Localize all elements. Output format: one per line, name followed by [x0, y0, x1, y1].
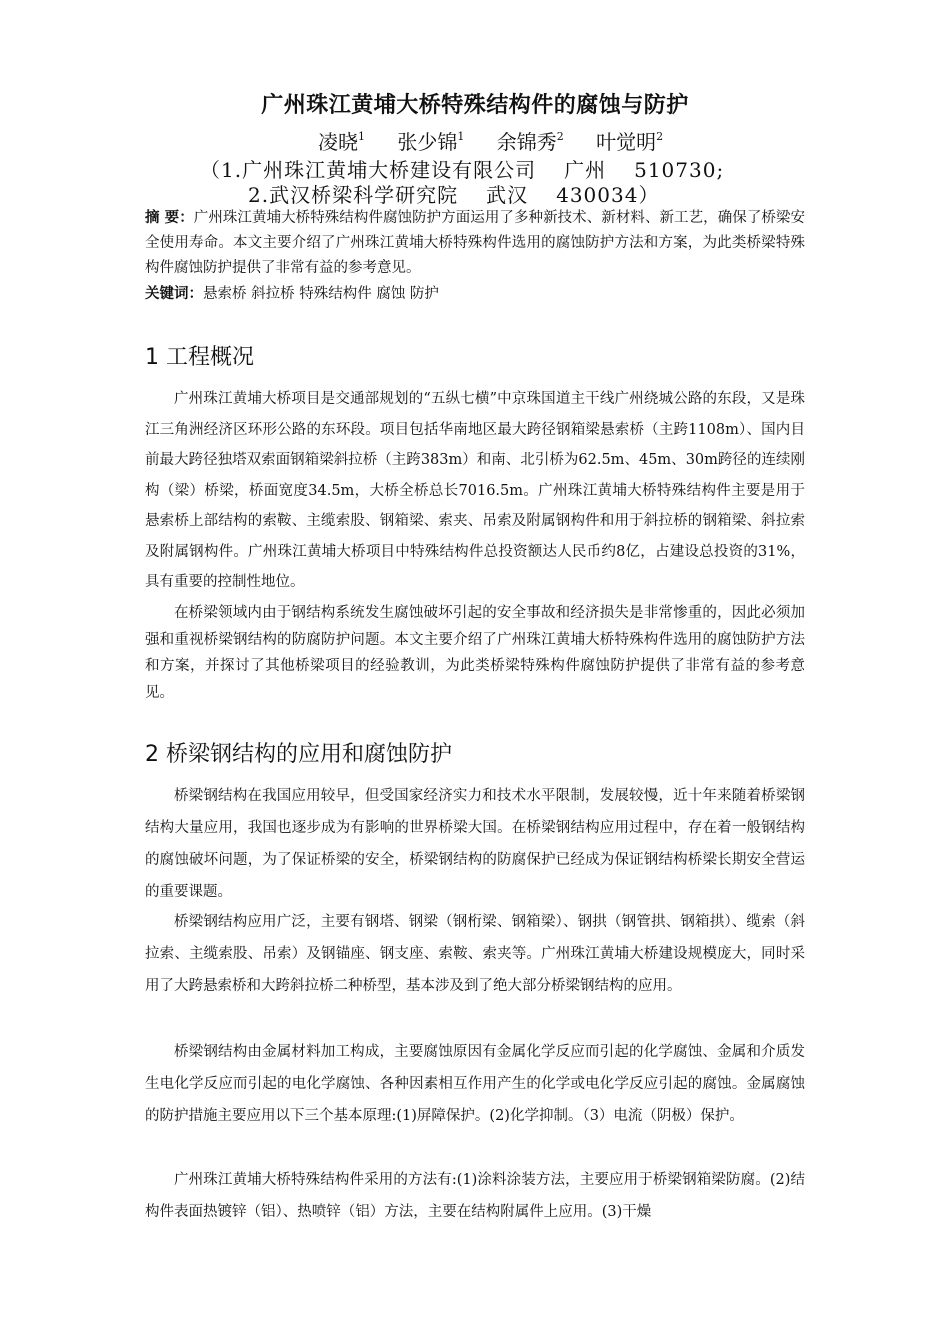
affiliation-line-1: （1.广州珠江黄埔大桥建设有限公司 广州 510730;: [200, 158, 725, 182]
affiliation-line-2: 2.武汉桥梁科学研究院 武汉 430034）: [248, 183, 660, 207]
section-heading-2: 2 桥梁钢结构的应用和腐蚀防护: [145, 742, 452, 767]
section2-paragraph-2: 桥梁钢结构应用广泛，主要有钢塔、钢梁（钢桁梁、钢箱梁）、钢拱（钢管拱、钢箱拱）、缆索（斜拉索、主缆索股、吊索）及钢锚座、钢支座、索鞍、索夹等。广州珠江黄埔大桥建设规模庞大，同时采用了大跨悬索桥和大跨斜拉桥二种桥型，基本涉及到了绝大部分桥梁钢结构的应用。: [145, 914, 805, 994]
keywords-text: 悬索桥 斜拉桥 特殊结构件 腐蚀 防护: [203, 286, 439, 302]
section-heading-1: 1 工程概况: [145, 345, 254, 370]
section2-paragraph-3: 桥梁钢结构由金属材料加工构成，主要腐蚀原因有金属化学反应而引起的化学腐蚀、金属和介质发生电化学反应而引起的电化学腐蚀、各种因素相互作用产生的化学或电化学反应引起的腐蚀。金属腐蚀的防护措施主要应用以下三个基本原理:(1)屏障保护。(2)化学抑制。（3）电流（阴极）保护。: [145, 1044, 805, 1124]
keywords-label: 关键词：: [145, 286, 203, 302]
section1-paragraph-1: 广州珠江黄埔大桥项目是交通部规划的“五纵七横”中京珠国道主干线广州绕城公路的东段，又是珠江三角洲经济区环形公路的东环段。项目包括华南地区最大跨径钢箱梁悬索桥（主跨1108m）、国内目前最大跨径独塔双索面钢箱梁斜拉桥（主跨383m）和南、北引桥为62.5m、45m、30m跨径的连续刚构（梁）桥梁，桥面宽度34.5m，大桥全桥总长7016.5m。广州珠江黄埔大桥特殊结构件主要是用于悬索桥上部结构的索鞍、主缆索股、钢箱梁、索夹、吊索及附属钢构件和用于斜拉桥的钢箱梁、斜拉索及附属钢构件。广州珠江黄埔大桥项目中特殊结构件总投资额达人民币约8亿，占建设总投资的31%，具有重要的控制性地位。: [145, 391, 805, 590]
abstract: [145, 206, 805, 281]
author: 叶觉明$^2$: [596, 130, 664, 154]
section2-paragraph-4: 广州珠江黄埔大桥特殊结构件采用的方法有:(1)涂料涂装方法，主要应用于桥梁钢箱梁防腐。(2)结构件表面热镀锌（铝）、热喷锌（铝）方法，主要在结构附属件上应用。(3)干燥: [145, 1172, 805, 1220]
author-list: [318, 126, 689, 155]
keywords: [145, 282, 439, 303]
section1-paragraph-2: 在桥梁领域内由于钢结构系统发生腐蚀破坏引起的安全事故和经济损失是非常惨重的，因此必须加强和重视桥梁钢结构的防腐防护问题。本文主要介绍了广州珠江黄埔大桥特殊构件选用的腐蚀防护方法和方案，并探讨了其他桥梁项目的经验教训，为此类桥梁特殊构件腐蚀防护提供了非常有益的参考意见。: [145, 605, 805, 701]
paper-title: 广州珠江黄埔大桥特殊结构件的腐蚀与防护: [261, 93, 689, 118]
author: 余锦秀$^2$: [496, 130, 564, 154]
section2-paragraph-1: 桥梁钢结构在我国应用较早，但受国家经济实力和技术水平限制，发展较慢，近十年来随着桥梁钢结构大量应用，我国也逐步成为有影响的世界桥梁大国。在桥梁钢结构应用过程中，存在着一般钢结构的腐蚀破坏问题，为了保证桥梁的安全，桥梁钢结构的防腐保护已经成为保证钢结构桥梁长期安全营运的重要课题。: [145, 788, 805, 900]
author: 凌晓$^1$: [318, 130, 365, 154]
author: 张少锦$^1$: [397, 130, 465, 154]
abstract-label: 摘 要：: [145, 210, 194, 226]
abstract-text: 广州珠江黄埔大桥特殊结构件腐蚀防护方面运用了多种新技术、新材料、新工艺，确保了桥梁安全使用寿命。本文主要介绍了广州珠江黄埔大桥特殊构件选用的腐蚀防护方法和方案，为此类桥梁特殊构件腐蚀防护提供了非常有益的参考意见。: [145, 210, 805, 276]
